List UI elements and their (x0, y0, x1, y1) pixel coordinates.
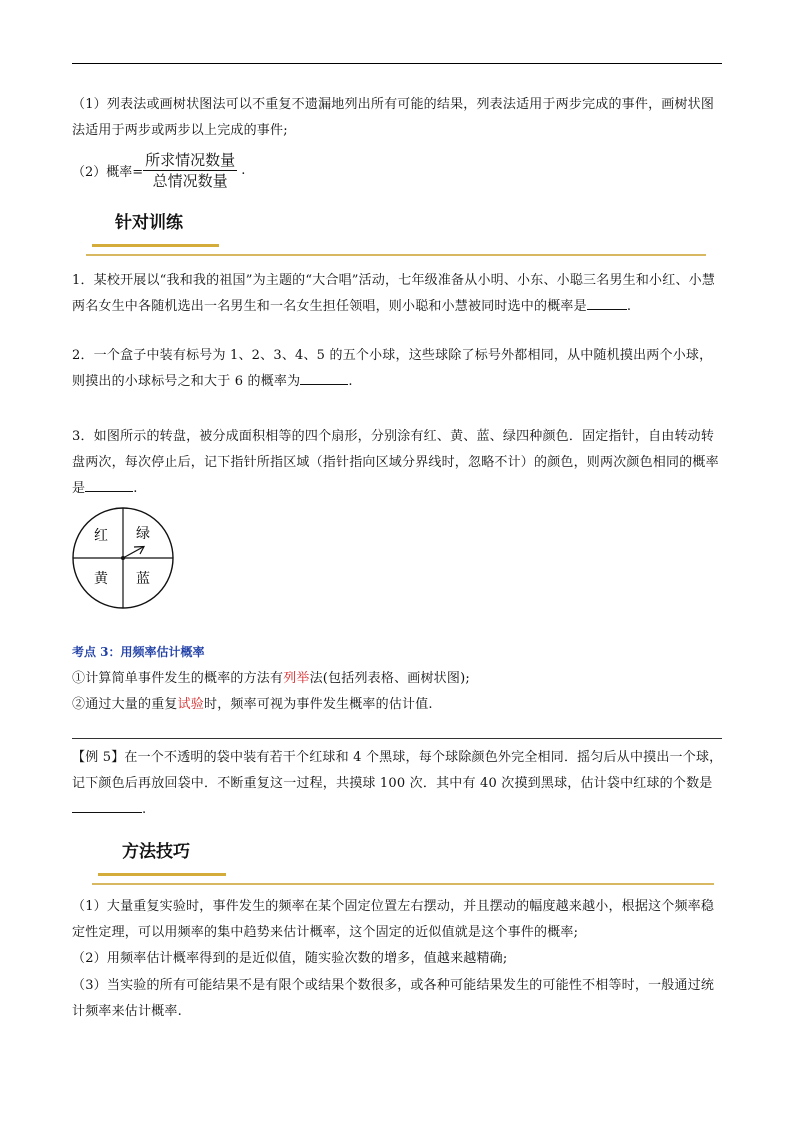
question-3-end: . (133, 481, 138, 496)
question-2-end: . (348, 374, 353, 389)
heading-divider (86, 254, 706, 256)
question-1-end: . (626, 299, 632, 314)
spinner-label-bottom-left: 黄 (94, 571, 108, 587)
intro-item-1: （1）列表法或画树状图法可以不重复不遗漏地列出所有可能的结果，列表法适用于两步完成的事件，画树状图法适用于两步或两步以上完成的事件; (72, 97, 715, 138)
kaodian-line-1-b: 法(包括列表格、画树状图); (309, 671, 470, 686)
kaodian-line-2-b: 时，频率可视为事件发生概率的估计值. (204, 697, 433, 712)
methods-item-3: （3）当实验的所有可能结果不是有限个或结果个数很多，或各种可能结果发生的可能性不相等时，一般通过统计频率来估计概率. (72, 978, 715, 1019)
spinner-pointer (123, 547, 143, 558)
answer-blank-2[interactable] (300, 370, 348, 385)
fraction-denominator: 总情况数量 (152, 172, 228, 190)
kaodian-title: 考点 3：用频率估计概率 (72, 645, 205, 659)
example-5-text: 【例 5】在一个不透明的袋中装有若干个红球和 4 个黑球，每个球除颜色外完全相同．摇匀后从中摸出一个球，记下颜色后再放回袋中．不断重复这一过程，共摸球 100 次．其中有 40 次摸到黑球，估计袋中红球的个数是 (72, 750, 723, 791)
example-5-end: . (142, 802, 147, 817)
header-rule (72, 63, 722, 64)
question-2-text: 2．一个盒子中装有标号为 1、2、3、4、5 的五个小球，这些球除了标号外都相同，从中随机摸出两个小球，则摸出的小球标号之和大于 6 的概率为 (72, 348, 713, 389)
spinner-label-top-right: 绿 (136, 526, 150, 542)
spinner-label-top-left: 红 (94, 528, 108, 544)
spinner-figure (70, 506, 176, 610)
methods-item-2: （2）用频率估计概率得到的是近似值，随实验次数的增多，值越来越精确; (72, 951, 508, 966)
question-1-text: 1．某校开展以“我和我的祖国”为主题的“大合唱”活动，七年级准备从小明、小东、小聪三名男生和小红、小慧两名女生中各随机选出一名男生和一名女生担任领唱，则小聪和小慧被同时选中的概率是 (72, 273, 716, 314)
answer-blank-example-5[interactable] (72, 798, 142, 813)
kaodian-line-1-a: ①计算简单事件发生的概率的方法有 (72, 671, 284, 686)
methods-item-1: （1）大量重复实验时，事件发生的频率在某个固定位置左右摆动，并且摆动的幅度越来越小，根据这个频率稳定性定理，可以用频率的集中趋势来估计概率，这个固定的近似值就是这个事件的概率; (72, 899, 715, 940)
answer-blank-3[interactable] (85, 477, 133, 492)
intro-item-2-suffix: . (241, 163, 246, 178)
example-5 (72, 745, 724, 823)
probability-fraction (143, 150, 237, 191)
intro-item-2-prefix: （2）概率= (72, 165, 144, 180)
training-heading: 针对训练 (115, 213, 183, 233)
question-3-text: 3．如图所示的转盘，被分成面积相等的四个扇形，分别涂有红、黄、蓝、绿四种颜色．固定指针，自由转动转盘两次，每次停止后，记下指针所指区域（指针指向区域分界线时，忽略不计）的颜色，则两次颜色相同的概率是 (72, 429, 719, 496)
question-2 (72, 343, 724, 395)
question-3 (72, 424, 724, 502)
kaodian-line-2 (72, 692, 724, 718)
intro-item-2 (72, 150, 245, 191)
methods-heading: 方法技巧 (122, 842, 190, 862)
methods-underline-accent (98, 873, 226, 876)
section-separator (72, 738, 722, 739)
kaodian-highlight-1: 列举 (283, 671, 310, 686)
methods-divider (92, 883, 714, 885)
spinner-label-bottom-right: 蓝 (136, 571, 150, 587)
kaodian-highlight-2: 试验 (177, 697, 205, 712)
answer-blank-1[interactable] (587, 295, 627, 310)
heading-underline-accent (92, 244, 219, 247)
kaodian-line-1 (72, 666, 724, 692)
spinner-pivot (121, 556, 125, 560)
question-1 (72, 268, 724, 320)
kaodian-line-2-a: ②通过大量的重复 (72, 697, 178, 712)
fraction-numerator: 所求情况数量 (145, 151, 236, 169)
